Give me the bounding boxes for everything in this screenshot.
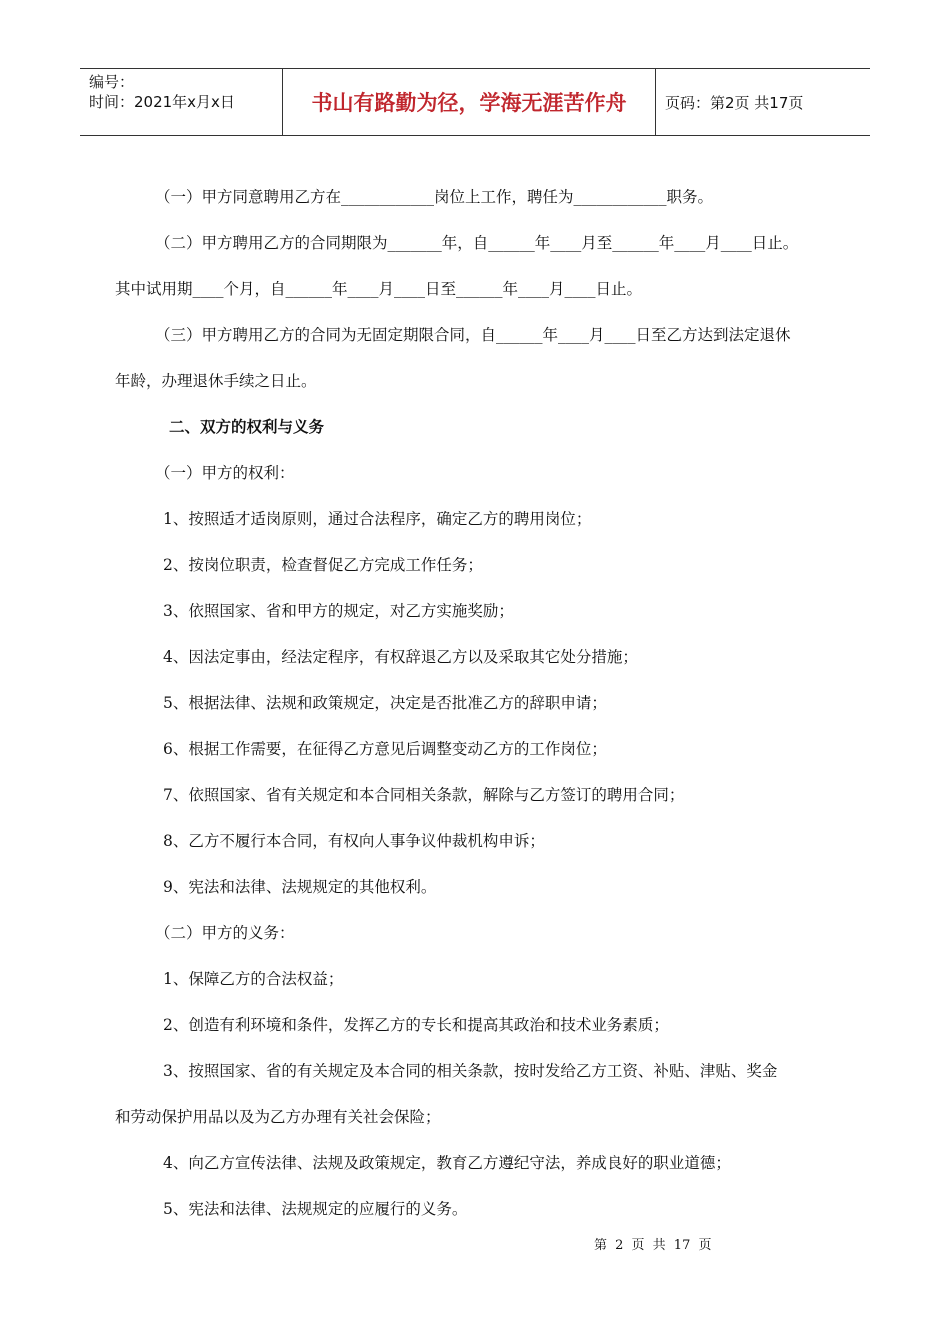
paragraph-line: 其中试用期____个月，自______年____月____日至______年____月____日止。 bbox=[115, 280, 643, 298]
header-motto: 书山有路勤为径，学海无涯苦作舟 bbox=[282, 69, 656, 135]
list-item: 3、按照国家、省的有关规定及本合同的相关条款，按时发给乙方工资、补贴、津贴、奖金 bbox=[163, 1062, 778, 1080]
page-header bbox=[80, 68, 870, 136]
header-page-info: 页码：第2页 共17页 bbox=[665, 93, 804, 112]
page-footer: 第 2 页 共 17 页 bbox=[594, 1238, 712, 1253]
section-heading: 二、双方的权利与义务 bbox=[169, 417, 325, 436]
list-item: 5、根据法律、法规和政策规定，决定是否批准乙方的辞职申请； bbox=[163, 694, 607, 712]
paragraph-line: 年龄，办理退休手续之日止。 bbox=[115, 372, 317, 390]
list-item: 3、依照国家、省和甲方的规定，对乙方实施奖励； bbox=[163, 602, 514, 620]
list-item: 7、依照国家、省有关规定和本合同相关条款，解除与乙方签订的聘用合同； bbox=[163, 786, 685, 804]
paragraph-line: （一）甲方同意聘用乙方在____________岗位上工作，聘任为____________职务。 bbox=[155, 188, 714, 206]
list-item: 1、按照适才适岗原则，通过合法程序，确定乙方的聘用岗位； bbox=[163, 510, 592, 528]
list-item: 4、因法定事由，经法定程序，有权辞退乙方以及采取其它处分措施； bbox=[163, 648, 638, 666]
list-item: 4、向乙方宣传法律、法规及政策规定，教育乙方遵纪守法，养成良好的职业道德； bbox=[163, 1154, 731, 1172]
subsection-heading: （二）甲方的义务： bbox=[155, 924, 295, 942]
list-item: 2、按岗位职责，检查督促乙方完成工作任务； bbox=[163, 556, 483, 574]
paragraph-line: 和劳动保护用品以及为乙方办理有关社会保险； bbox=[115, 1108, 441, 1126]
document-time: 时间：2021年x月x日 bbox=[89, 93, 235, 111]
list-item: 1、保障乙方的合法权益； bbox=[163, 970, 344, 988]
document-number-label: 编号： bbox=[89, 73, 135, 91]
list-item: 6、根据工作需要，在征得乙方意见后调整变动乙方的工作岗位； bbox=[163, 740, 607, 758]
list-item: 5、宪法和法律、法规规定的应履行的义务。 bbox=[163, 1200, 468, 1218]
subsection-heading: （一）甲方的权利： bbox=[155, 464, 295, 482]
paragraph-line: （二）甲方聘用乙方的合同期限为_______年，自______年____月至______年____月____日止。 bbox=[155, 234, 799, 252]
paragraph-line: （三）甲方聘用乙方的合同为无固定期限合同，自______年____月____日至乙方达到法定退休 bbox=[155, 326, 791, 344]
header-meta bbox=[80, 69, 282, 135]
list-item: 9、宪法和法律、法规规定的其他权利。 bbox=[163, 878, 437, 896]
list-item: 2、创造有利环境和条件，发挥乙方的专长和提高其政治和技术业务素质； bbox=[163, 1016, 669, 1034]
document-body bbox=[115, 174, 845, 1232]
list-item: 8、乙方不履行本合同，有权向人事争议仲裁机构申诉； bbox=[163, 832, 545, 850]
